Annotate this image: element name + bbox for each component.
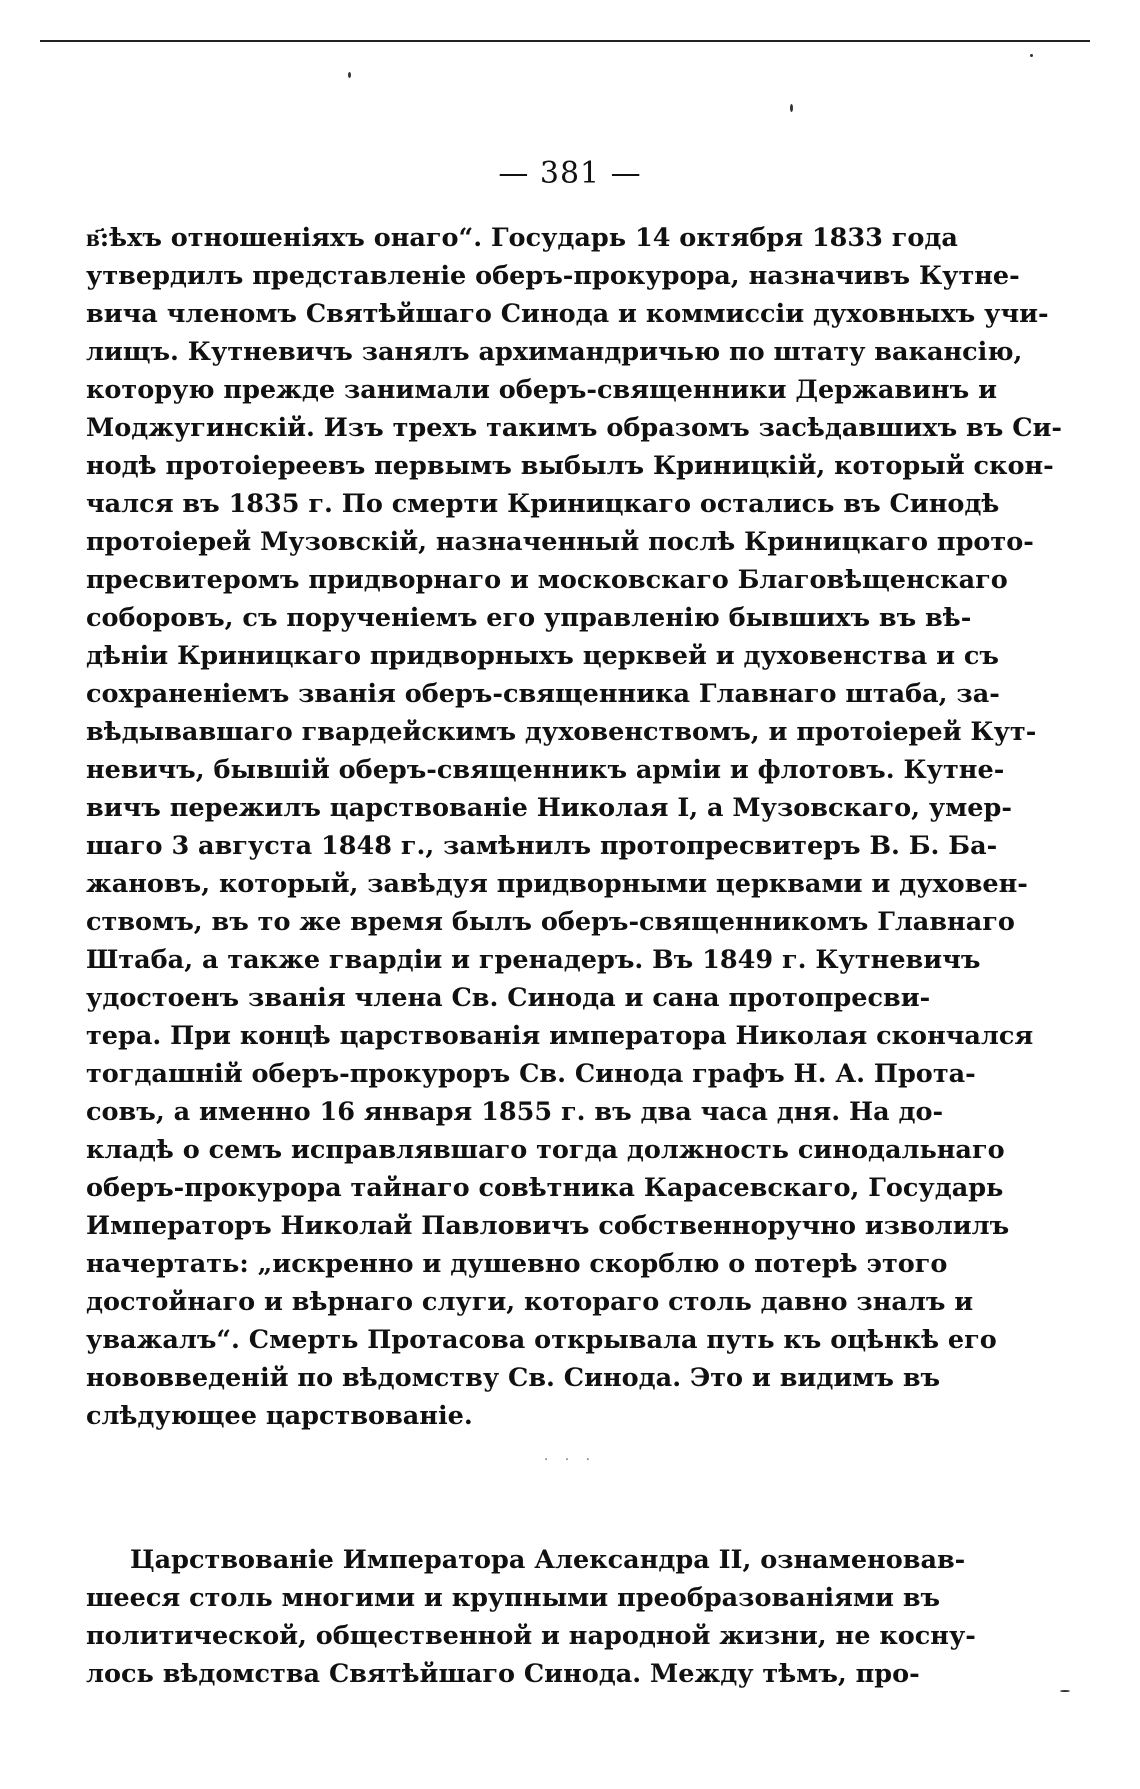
- text-line: Моджугинскій. Изъ трехъ такимъ образомъ засѣдавшихъ въ Си-: [86, 413, 1062, 443]
- text-line: политической, общественной и народной жизни, не косну-: [86, 1621, 976, 1651]
- text-line: в҃:ѣхъ отношеніяхъ онаго“. Государь 14 октября 1833 года: [86, 223, 958, 253]
- scan-speck: [790, 104, 793, 112]
- text-line: удостоенъ званія члена Св. Синода и сана протопресви-: [86, 983, 931, 1013]
- text-line: тогдашній оберъ-прокуроръ Св. Синода графъ Н. А. Прота-: [86, 1059, 976, 1089]
- text-line: слѣдующее царствованіе.: [86, 1401, 473, 1431]
- text-line: вича членомъ Святѣйшаго Синода и коммиссіи духовныхъ учи-: [86, 299, 1049, 329]
- text-line: Императоръ Николай Павловичъ собственноручно изволилъ: [86, 1211, 1010, 1241]
- text-line: дѣніи Криницкаго придворныхъ церквей и духовенства и съ: [86, 641, 999, 671]
- text-line: соборовъ, съ порученіемъ его управленію бывшихъ въ вѣ-: [86, 603, 972, 633]
- text-line: утвердилъ представленіе оберъ-прокурора, назначивъ Кутне-: [86, 261, 1020, 291]
- text-line: чался въ 1835 г. По смерти Криницкаго остались въ Синодѣ: [86, 489, 1000, 519]
- text-line: Царствованіе Императора Александра II, ознаменовав-: [130, 1545, 966, 1575]
- top-border-line: [40, 40, 1090, 42]
- text-line: Штаба, а также гвардіи и гренадеръ. Въ 1849 г. Кутневичъ: [86, 945, 981, 975]
- scan-speck: [1030, 54, 1033, 57]
- text-line: нововведеній по вѣдомству Св. Синода. Это и видимъ въ: [86, 1363, 941, 1393]
- text-line: начертать: „искренно и душевно скорблю о потерѣ этого: [86, 1249, 948, 1279]
- text-line: ствомъ, въ то же время былъ оберъ-священникомъ Главнаго: [86, 907, 1015, 937]
- text-line: тера. При концѣ царствованія императора Николая скончался: [86, 1021, 1034, 1051]
- text-line: лось вѣдомства Святѣйшаго Синода. Между тѣмъ, про-: [86, 1659, 920, 1689]
- text-line: уважалъ“. Смерть Протасова открывала путь къ оцѣнкѣ его: [86, 1325, 997, 1355]
- text-line: жановъ, который, завѣдуя придворными церквами и духовен-: [86, 869, 1028, 899]
- text-line: протоіерей Музовскій, назначенный послѣ Криницкаго прото-: [86, 527, 1034, 557]
- text-line: шаго 3 августа 1848 г., замѣнилъ протопресвитеръ В. Б. Ба-: [86, 831, 998, 861]
- text-line: вичъ пережилъ царствованіе Николая I, а Музовскаго, умер-: [86, 793, 1012, 823]
- text-line: пресвитеромъ придворнаго и московскаго Благовѣщенскаго: [86, 565, 1008, 595]
- text-line: кладѣ о семъ исправлявшаго тогда должность синодальнаго: [86, 1135, 1005, 1165]
- scan-speck: [1060, 1690, 1070, 1692]
- text-line: невичъ, бывшій оберъ-священникъ арміи и флотовъ. Кутне-: [86, 755, 1005, 785]
- text-line: которую прежде занимали оберъ-священники Державинъ и: [86, 375, 998, 405]
- scan-speck: [348, 72, 351, 78]
- text-line: оберъ-прокурора тайнаго совѣтника Карасевскаго, Государь: [86, 1173, 1004, 1203]
- page-number: — 381 —: [498, 156, 642, 191]
- text-line: вѣдывавшаго гвардейскимъ духовенствомъ, и протоіерей Кут-: [86, 717, 1037, 747]
- text-line: шееся столь многими и крупными преобразованіями въ: [86, 1583, 941, 1613]
- section-separator: · · ·: [543, 1452, 597, 1468]
- text-line: сохраненіемъ званія оберъ-священника Главнаго штаба, за-: [86, 679, 1000, 709]
- text-line: лищъ. Кутневичъ занялъ архимандричью по штату вакансію,: [86, 337, 1023, 367]
- text-line: нодѣ протоіереевъ первымъ выбылъ Криницкій, который скон-: [86, 451, 1054, 481]
- text-line: достойнаго и вѣрнаго слуги, котораго столь давно зналъ и: [86, 1287, 974, 1317]
- text-line: совъ, а именно 16 января 1855 г. въ два часа дня. На до-: [86, 1097, 944, 1127]
